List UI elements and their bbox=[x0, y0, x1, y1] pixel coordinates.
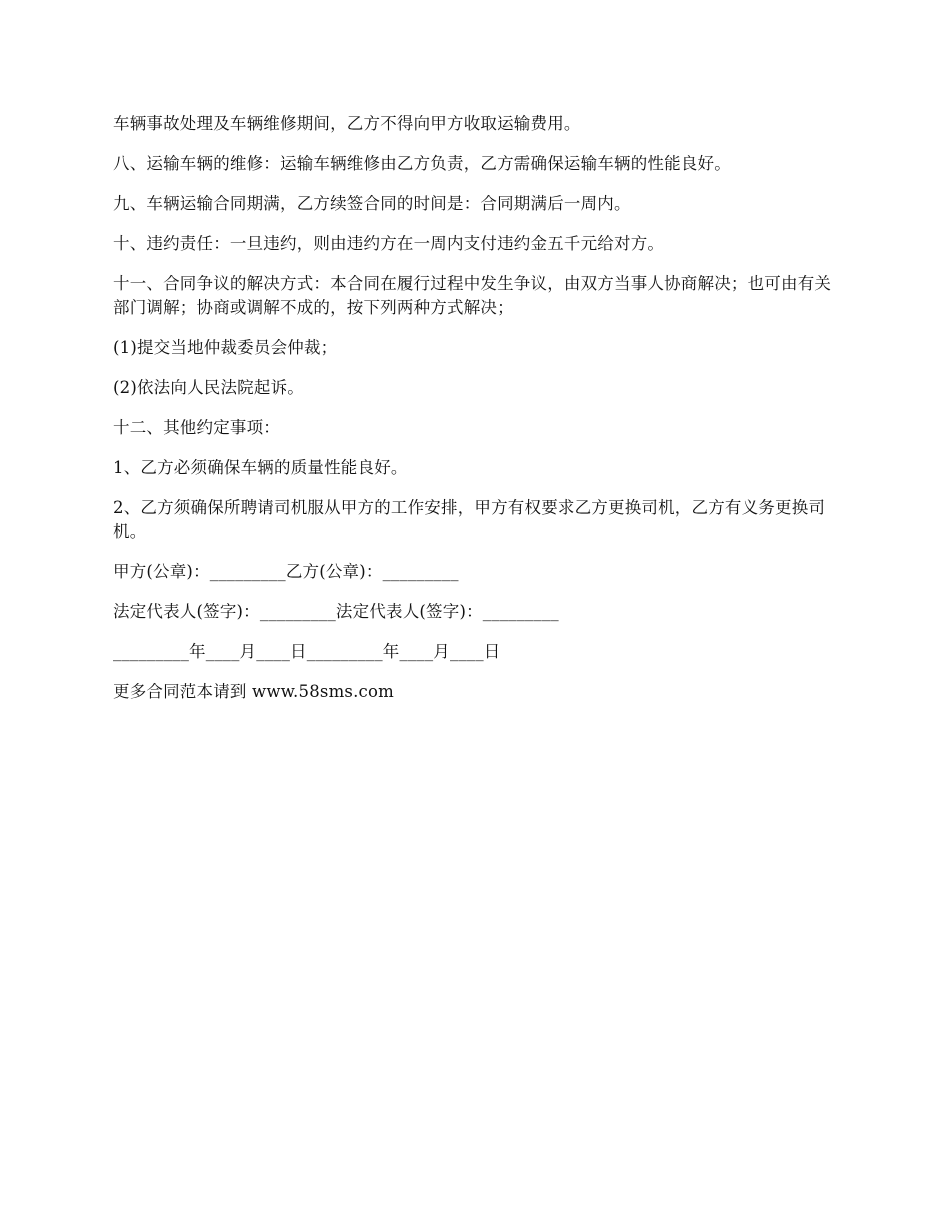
signature-representative-line: 法定代表人(签字)：_________法定代表人(签字)：_________ bbox=[113, 602, 559, 621]
footer-more-templates: 更多合同范本请到 www.58sms.com bbox=[113, 682, 394, 701]
paragraph-clause-11-disputes: 十一、合同争议的解决方式：本合同在履行过程中发生争议，由双方当事人协商解决；也可由有关部门调解；协商或调解不成的，按下列两种方式解决； bbox=[113, 274, 832, 317]
paragraph-clause-10-liability: 十、违约责任：一旦违约，则由违约方在一周内支付违约金五千元给对方。 bbox=[113, 234, 665, 253]
paragraph-dispute-option-1: (1)提交当地仲裁委员会仲裁； bbox=[113, 338, 338, 357]
paragraph-other-item-2: 2、乙方须确保所聘请司机服从甲方的工作安排，甲方有权要求乙方更换司机，乙方有义务更换司机。 bbox=[113, 498, 826, 541]
paragraph-clause-8-maintenance: 八、运输车辆的维修：运输车辆维修由乙方负责，乙方需确保运输车辆的性能良好。 bbox=[113, 154, 731, 173]
signature-date-line: _________年____月____日_________年____月____日 bbox=[113, 642, 501, 661]
paragraph-vehicle-accident: 车辆事故处理及车辆维修期间，乙方不得向甲方收取运输费用。 bbox=[113, 114, 581, 133]
paragraph-other-item-1: 1、乙方必须确保车辆的质量性能良好。 bbox=[113, 458, 408, 477]
paragraph-clause-12-other: 十二、其他约定事项： bbox=[113, 418, 280, 437]
signature-seal-line: 甲方(公章)：_________乙方(公章)：_________ bbox=[113, 562, 459, 581]
paragraph-clause-9-renewal: 九、车辆运输合同期满，乙方续签合同的时间是：合同期满后一周内。 bbox=[113, 194, 631, 213]
document-page bbox=[113, 112, 843, 720]
paragraph-dispute-option-2: (2)依法向人民法院起诉。 bbox=[113, 378, 304, 397]
